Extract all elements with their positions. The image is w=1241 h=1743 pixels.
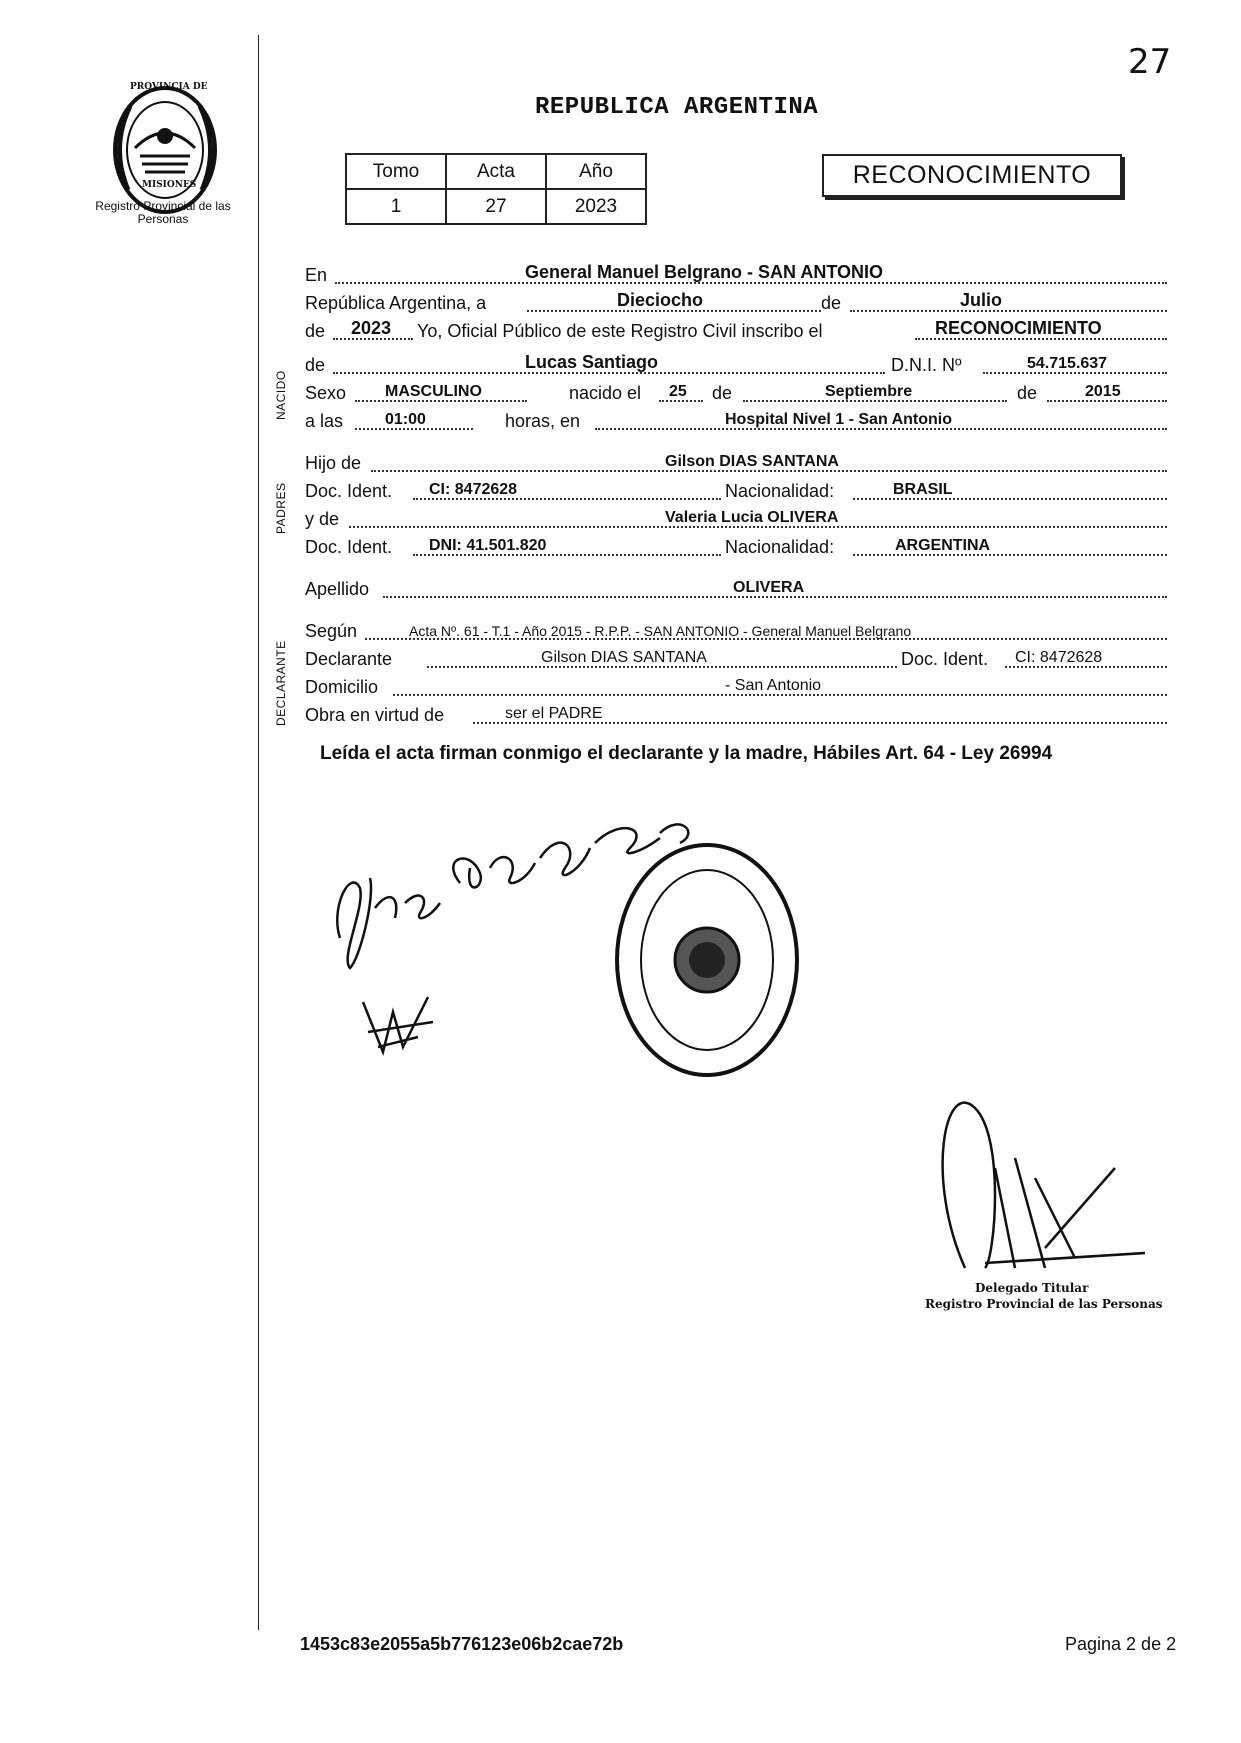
tomo-header: Tomo (346, 154, 446, 189)
logo-caption: Registro Provincial de las Personas (95, 199, 231, 226)
label-nacido-el: nacido el (569, 383, 642, 403)
row-doc-madre (305, 534, 1170, 560)
label-nacionalidad: Nacionalidad: (725, 481, 835, 501)
label-inscribo: Yo, Oficial Público de este Registro Civil inscribo el (417, 321, 823, 341)
value-declarante: Gilson DIAS SANTANA (541, 649, 707, 666)
label-doc-ident: Doc. Ident. (901, 649, 989, 669)
acta-header: Acta (446, 154, 546, 189)
value-nacionalidad-madre: ARGENTINA (895, 537, 991, 554)
dotted-line (850, 310, 1167, 312)
madre-signature (358, 992, 438, 1062)
value-nombre: Lucas Santiago (525, 352, 659, 372)
label-republica: República Argentina, a (305, 293, 487, 313)
label-de: de (712, 383, 733, 403)
row-segun (305, 618, 1170, 644)
label-de: de (821, 293, 842, 313)
label-de: de (305, 355, 326, 375)
label-nacionalidad: Nacionalidad: (725, 537, 835, 557)
side-label-nacido: NACIDO (274, 370, 288, 420)
value-lugar-nacimiento: Hospital Nivel 1 - San Antonio (725, 411, 952, 428)
row-doc-padre (305, 478, 1170, 504)
label-y-de: y de (305, 509, 340, 529)
page-indicator: Pagina 2 de 2 (1065, 1634, 1177, 1654)
row-apellido (305, 576, 1170, 602)
row-nombre (305, 352, 1170, 378)
value-lugar-registro: General Manuel Belgrano - SAN ANTONIO (525, 262, 884, 282)
acta-table (345, 153, 647, 225)
value-madre: Valeria Lucia OLIVERA (665, 509, 839, 526)
logo-bottom-text: MISIONES (142, 180, 197, 190)
row-hijo-de (305, 450, 1170, 476)
label-horas-en: horas, en (505, 411, 581, 431)
row-inscribo (305, 318, 1170, 344)
document-title: REPUBLICA ARGENTINA (535, 94, 819, 121)
closing-note: Leída el acta firman conmigo el declarante y la madre, Hábiles Art. 64 - Ley 26994 (320, 743, 1053, 764)
row-y-de (305, 506, 1170, 532)
label-apellido: Apellido (305, 579, 370, 599)
label-domicilio: Domicilio (305, 677, 379, 697)
value-tipo-inscripcion: RECONOCIMIENTO (935, 318, 1102, 338)
logo-top-text: PROVINCIA DE (130, 82, 208, 92)
label-en: En (305, 265, 328, 285)
value-hora: 01:00 (385, 411, 426, 428)
value-dia-nacimiento: 25 (669, 383, 687, 400)
row-obra (305, 702, 1170, 728)
row-republica (305, 290, 1170, 316)
label-doc-ident: Doc. Ident. (305, 481, 393, 501)
label-de: de (305, 321, 326, 341)
anio-header: Año (546, 154, 646, 189)
label-declarante: Declarante (305, 649, 393, 669)
value-segun: Acta Nº. 61 - T.1 - Año 2015 - R.P.P. - SAN ANTONIO - General Manuel Belgrano (409, 623, 912, 639)
side-label-declarante: DECLARANTE (274, 640, 288, 726)
official-credit (925, 1280, 1163, 1312)
value-dia-registro: Dieciocho (617, 290, 704, 310)
side-label-padres: PADRES (274, 482, 288, 534)
row-hora (305, 408, 1170, 434)
row-domicilio (305, 674, 1170, 700)
value-doc-madre: DNI: 41.501.820 (429, 537, 547, 554)
value-doc-declarante: CI: 8472628 (1015, 649, 1103, 666)
value-anio-nacimiento: 2015 (1085, 383, 1121, 400)
row-declarante (305, 646, 1170, 672)
value-dni: 54.715.637 (1027, 355, 1108, 372)
value-apellido: OLIVERA (733, 579, 805, 596)
left-margin-rule (258, 35, 259, 1630)
label-dni: D.N.I. Nº (891, 355, 962, 375)
value-doc-padre: CI: 8472628 (429, 481, 518, 498)
value-sexo: MASCULINO (385, 383, 482, 400)
label-segun: Según (305, 621, 358, 641)
value-mes-nacimiento: Septiembre (825, 383, 913, 400)
label-a-las: a las (305, 411, 344, 431)
row-sexo (305, 380, 1170, 406)
official-signature (925, 1078, 1155, 1278)
value-padre: Gilson DIAS SANTANA (665, 453, 839, 470)
acta-value: 27 (446, 189, 546, 224)
value-mes-registro: Julio (960, 290, 1003, 310)
page-number: 27 (1128, 42, 1172, 82)
document-hash: 1453c83e2055a5b776123e06b2cae72b (300, 1634, 624, 1654)
value-nacionalidad-padre: BRASIL (893, 481, 953, 498)
tomo-value: 1 (346, 189, 446, 224)
official-title: Delegado Titular (975, 1281, 1089, 1295)
value-domicilio: - San Antonio (725, 677, 822, 694)
official-seal (612, 840, 802, 1080)
label-obra: Obra en virtud de (305, 705, 445, 725)
anio-value: 2023 (546, 189, 646, 224)
row-en (305, 262, 1170, 288)
label-hijo-de: Hijo de (305, 453, 362, 473)
label-de: de (1017, 383, 1038, 403)
value-anio-registro: 2023 (351, 318, 392, 338)
value-obra: ser el PADRE (505, 705, 603, 722)
label-doc-ident: Doc. Ident. (305, 537, 393, 557)
official-org: Registro Provincial de las Personas (925, 1297, 1163, 1311)
act-type-box: RECONOCIMIENTO (822, 154, 1122, 197)
label-sexo: Sexo (305, 383, 347, 403)
